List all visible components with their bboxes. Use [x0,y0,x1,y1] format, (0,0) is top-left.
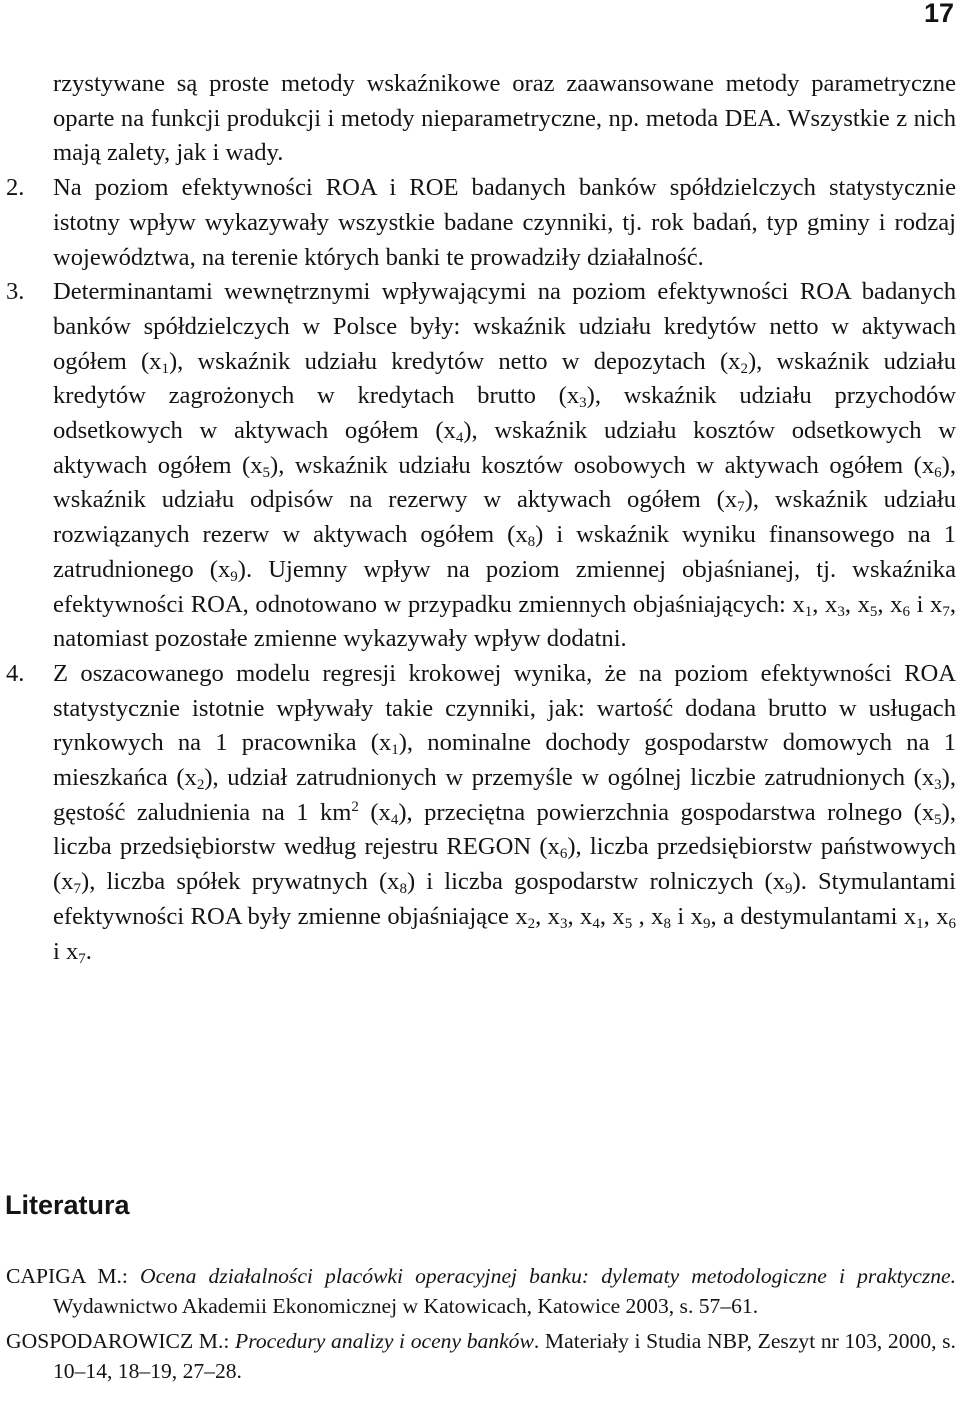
subscript: 8 [663,915,671,932]
subscript: 4 [592,915,600,932]
list-item [6,275,956,657]
text-run: , x [877,590,903,618]
text-run: GOSPODAROWICZ M.: [6,1329,236,1354]
subscript: 8 [399,881,407,898]
subscript: 2 [196,777,205,794]
text-run: . Materiały i Studia NBP, Zeszyt nr 103, 2000, s. 10–14, 18–19, 27–28. [53,1329,956,1383]
subscript: 4 [455,430,464,447]
text-run: ), przeciętna powierzchnia gospodarstwa rolnego (x [398,798,935,826]
subscript: 9 [702,915,711,932]
subscript: 3 [934,777,942,794]
text-run: i x [670,902,703,930]
subscript: 3 [559,915,568,932]
literature-heading: Literatura [5,1190,130,1220]
text-run: , natomiast pozostałe zmienne wykazywały wpływ dodatni. [53,590,956,653]
text-run: (x [358,798,391,826]
text-run: ), liczba przedsiębiorstw według rejestru REGON (x [53,798,957,861]
italic-title: Procedury analizy i oceny banków [235,1329,534,1354]
list-item-number: 4. [6,659,25,687]
list-item-text [53,67,956,171]
subscript: 9 [230,568,238,585]
page-number: 17 [923,0,954,28]
subscript: 7 [737,499,745,516]
italic-title: Ocena działalności placówki operacyjnej banku: dylematy metodologiczne i praktyczne. [140,1264,957,1288]
text-run: ), wskaźnik udziału przychodów odsetkowych w aktywach ogółem (x [53,382,957,445]
text-run: ), wskaźnik udziału kosztów odsetkowych w aktywach ogółem (x [53,417,956,479]
subscript: 1 [161,360,169,377]
text-run: ), liczba przedsiębiorstw państwowych (x [53,833,956,896]
subscript: 3 [579,395,587,412]
subscript: 1 [391,742,399,759]
text-run: ), wskaźnik udziału kredytów zagrożonych w kredytach brutto (x [53,347,956,410]
subscript: 2 [740,360,748,377]
list-item-text [53,657,956,969]
list-item [6,657,956,969]
text-run: ), liczba spółek prywatnych (x [81,868,400,896]
text-run: ), nominalne dochody gospodarstw domowych na 1 mieszkańca (x [53,729,956,792]
text-run: , x [844,590,870,618]
subscript: 8 [527,534,536,551]
text-run: ), wskaźnik udziału kosztów osobowych w aktywach ogółem (x [270,451,935,479]
subscript: 6 [559,846,568,863]
subscript: 9 [785,881,793,898]
text-run: , a destymulantami x [710,902,917,930]
text-run: , x [812,590,838,618]
text-run: , x [535,902,560,930]
text-run: Wydawnictwo Akademii Ekonomicznej w Katowicach, Katowice 2003, s. 57–61. [53,1293,759,1318]
subscript: 3 [837,603,845,620]
text-run: , x [599,902,625,930]
subscript: 1 [916,915,924,932]
subscript: 6 [902,603,910,620]
text-run: i x [909,590,943,618]
subscript: 5 [869,603,878,620]
list-item-number: 3. [6,278,25,306]
subscript: 7 [942,603,950,620]
subscript: 7 [73,881,81,898]
text-run: CAPIGA M.: [6,1264,141,1288]
text-run: ), wskaźnik udziału rozwiązanych rezerw w aktywach ogółem (x [53,486,956,549]
list-item-text [53,275,956,657]
text-run: Z oszacowanego modelu regresji krokowej wynika, że na poziom efektywności ROA statystycznie istotnie wpływały takie czynniki, jak: wartość dodana brutto w usługach rynkowych na 1 pracownika (x [53,659,956,757]
subscript: 5 [624,915,633,932]
text-run: i x [53,937,79,965]
text-run: , x [632,902,664,930]
subscript: 4 [390,811,399,828]
text-run: ), wskaźnik udziału kredytów netto w depozytach (x [168,347,741,375]
list-item [6,67,956,171]
conclusions-list [6,67,956,969]
text-run: . [85,937,92,965]
subscript: 2 [527,915,536,932]
reference-list [6,1262,956,1392]
text-run: ), wskaźnik udziału odpisów na rezerwy w aktywach ogółem (x [53,451,956,514]
text-run: Determinantami wewnętrznymi wpływającymi na poziom efektywności ROA badanych banków spółdzielczych w Polsce były: wskaźnik udziału kredytów netto w aktywach ogółem (x [53,278,956,375]
text-run: ). Ujemny wpływ na poziom zmiennej objaśnianej, tj. wskaźnika efektywności ROA, odnotowano w przypadku zmiennych objaśniających: x [53,555,956,618]
superscript: 2 [351,798,359,815]
subscript: 5 [934,811,942,828]
subscript: 7 [78,950,86,967]
subscript: 6 [948,915,957,932]
text-run: , x [923,902,949,930]
list-item-text [53,171,956,275]
text-run: ). Stymulantami efektywności ROA były zmienne objaśniające x [53,868,956,930]
list-item [6,171,956,275]
text-run: ) i liczba gospodarstw rolniczych (x [406,868,786,896]
subscript: 1 [804,603,813,620]
list-item-number: 2. [6,174,25,202]
reference-entry [6,1262,956,1321]
text-run: ), gęstość zaludnienia na 1 km [53,764,957,826]
text-run: Na poziom efektywności ROA i ROE badanych banków spółdzielczych statystycznie istotny wpływ wykazywały wszystkie badane czynniki, tj. rok badań, typ gminy i rodzaj województwa, na terenie których banki te prowadziły działalność. [53,174,956,271]
text-run: ) i wskaźnik wyniku finansowego na 1 zatrudnionego (x [53,521,956,583]
text-run: , x [567,902,593,930]
list-item-number [6,67,53,171]
text-run: ), udział zatrudnionych w przemyśle w ogólnej liczbie zatrudnionych (x [204,764,935,792]
reference-entry [6,1327,956,1386]
text-run: rzystywane są proste metody wskaźnikowe oraz zaawansowane metody parametryczne oparte na funkcji produkcji i metody nieparametryczne, np. metoda DEA. Wszystkie z nich mają zalety, jak i wady. [53,70,956,167]
subscript: 5 [262,464,271,481]
subscript: 6 [934,464,942,481]
